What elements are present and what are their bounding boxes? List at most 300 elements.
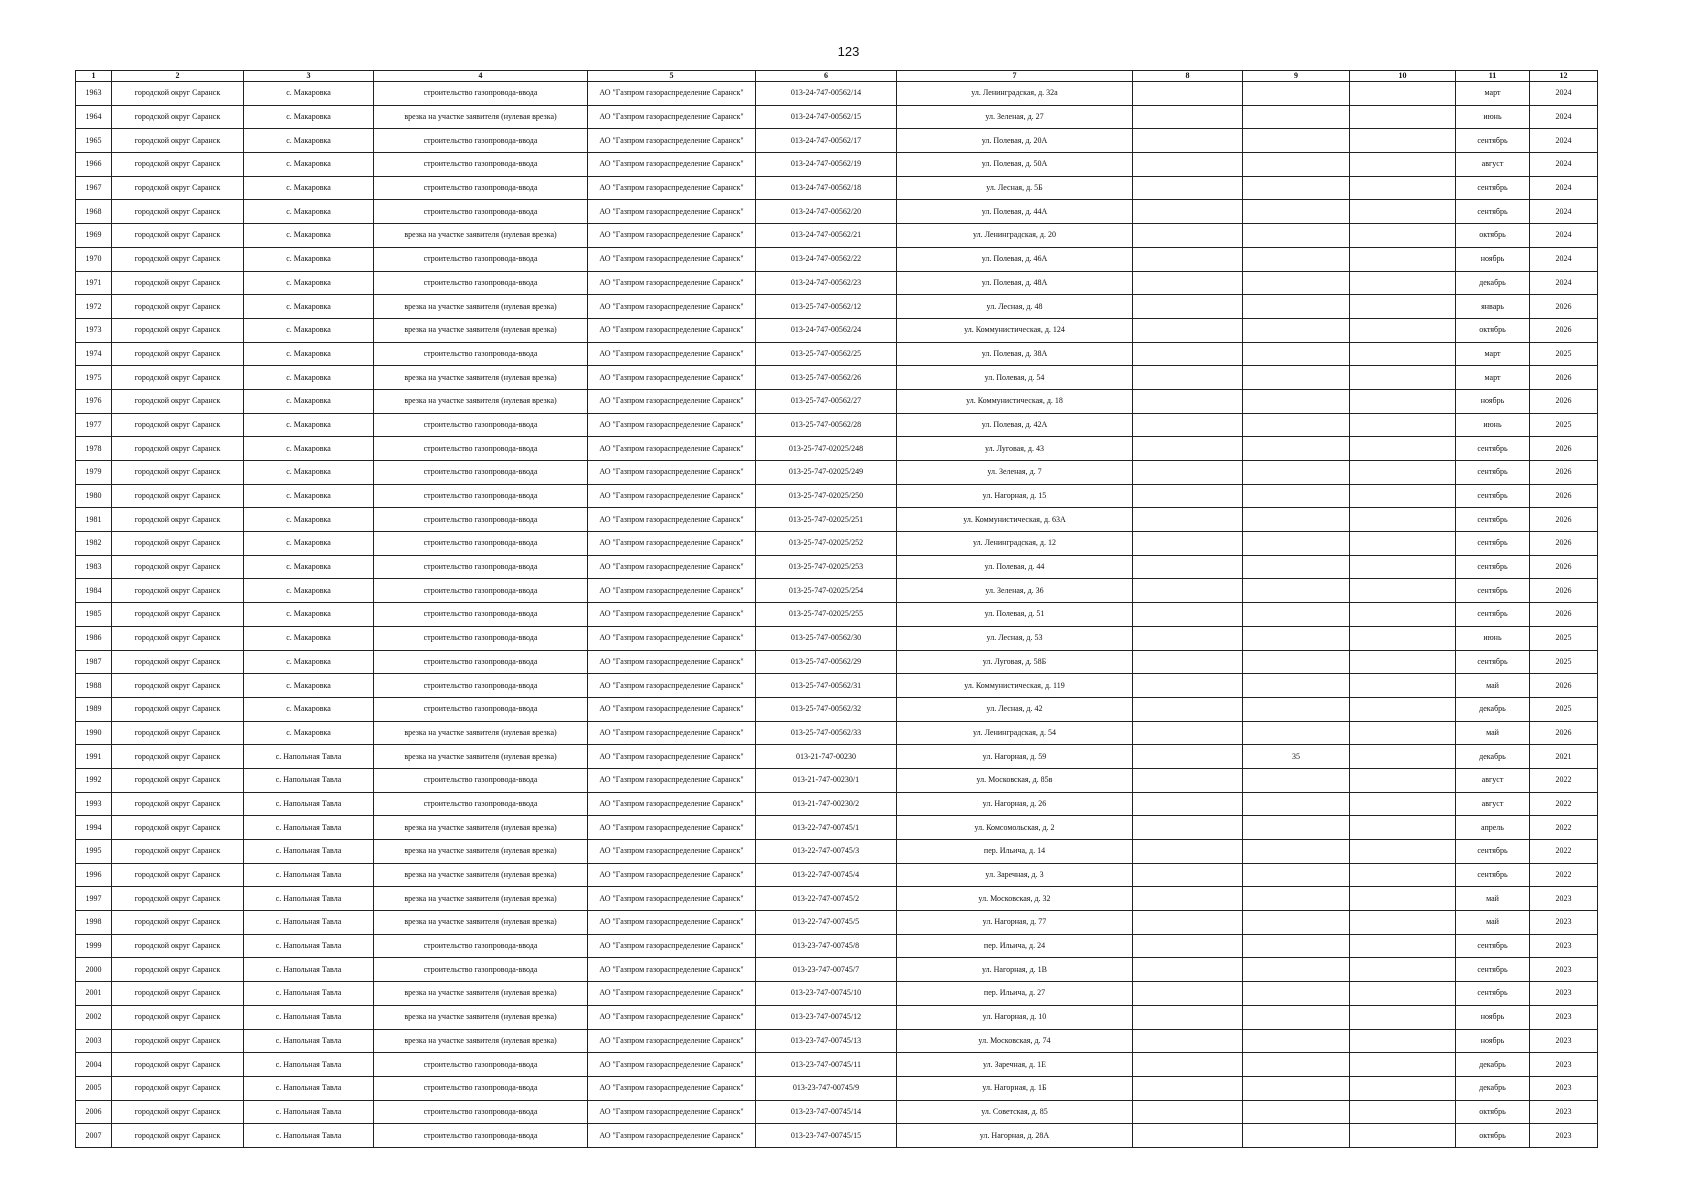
- table-cell-col-11: сентябрь: [1456, 176, 1530, 200]
- table-cell-col-1: 1999: [76, 934, 112, 958]
- table-cell-col-12: 2023: [1530, 1124, 1598, 1148]
- table-cell-col-9: [1243, 1100, 1350, 1124]
- table-cell-col-8: [1133, 484, 1243, 508]
- table-cell-col-3: с. Макаровка: [244, 626, 374, 650]
- table-cell-col-1: 1975: [76, 366, 112, 390]
- table-cell-col-7: ул. Нагорная, д. 15: [897, 484, 1133, 508]
- table-cell-col-10: [1350, 129, 1456, 153]
- table-row: [76, 1005, 1598, 1029]
- table-cell-col-8: [1133, 461, 1243, 485]
- table-cell-col-6: 013-23-747-00745/7: [756, 958, 897, 982]
- table-cell-col-4: врезка на участке заявителя (нулевая врезка): [374, 1005, 588, 1029]
- table-cell-col-12: 2026: [1530, 461, 1598, 485]
- table-cell-col-7: пер. Ильича, д. 27: [897, 982, 1133, 1006]
- table-row: [76, 176, 1598, 200]
- table-row: [76, 1029, 1598, 1053]
- table-row: [76, 508, 1598, 532]
- table-cell-col-8: [1133, 247, 1243, 271]
- table-cell-col-1: 1996: [76, 863, 112, 887]
- table-cell-col-7: ул. Зеленая, д. 36: [897, 579, 1133, 603]
- table-cell-col-3: с. Напольная Тавла: [244, 934, 374, 958]
- table-cell-col-3: с. Макаровка: [244, 176, 374, 200]
- table-cell-col-5: АО "Газпром газораспределение Саранск": [588, 768, 756, 792]
- table-cell-col-4: строительство газопровода-ввода: [374, 768, 588, 792]
- table-cell-col-11: август: [1456, 792, 1530, 816]
- table-cell-col-1: 1968: [76, 200, 112, 224]
- table-cell-col-12: 2026: [1530, 389, 1598, 413]
- table-cell-col-12: 2023: [1530, 911, 1598, 935]
- table-row: [76, 674, 1598, 698]
- table-cell-col-10: [1350, 697, 1456, 721]
- table-cell-col-9: [1243, 911, 1350, 935]
- table-cell-col-6: 013-25-747-02025/254: [756, 579, 897, 603]
- table-cell-col-11: ноябрь: [1456, 247, 1530, 271]
- table-cell-col-11: март: [1456, 366, 1530, 390]
- table-cell-col-11: сентябрь: [1456, 934, 1530, 958]
- table-cell-col-12: 2026: [1530, 532, 1598, 556]
- table-cell-col-7: ул. Ленинградская, д. 32а: [897, 82, 1133, 106]
- table-cell-col-8: [1133, 697, 1243, 721]
- table-cell-col-2: городской округ Саранск: [112, 555, 244, 579]
- table-cell-col-10: [1350, 342, 1456, 366]
- table-cell-col-5: АО "Газпром газораспределение Саранск": [588, 508, 756, 532]
- table-cell-col-1: 1984: [76, 579, 112, 603]
- table-cell-col-10: [1350, 555, 1456, 579]
- table-cell-col-7: ул. Комсомольская, д. 2: [897, 816, 1133, 840]
- table-cell-col-2: городской округ Саранск: [112, 745, 244, 769]
- table-cell-col-6: 013-24-747-00562/22: [756, 247, 897, 271]
- table-cell-col-1: 1991: [76, 745, 112, 769]
- table-cell-col-11: июнь: [1456, 626, 1530, 650]
- table-cell-col-4: врезка на участке заявителя (нулевая врезка): [374, 816, 588, 840]
- table-cell-col-11: октябрь: [1456, 318, 1530, 342]
- table-row: [76, 295, 1598, 319]
- table-cell-col-12: 2026: [1530, 721, 1598, 745]
- table-cell-col-10: [1350, 82, 1456, 106]
- table-cell-col-9: [1243, 271, 1350, 295]
- table-cell-col-10: [1350, 674, 1456, 698]
- table-cell-col-10: [1350, 318, 1456, 342]
- table-cell-col-10: [1350, 745, 1456, 769]
- table-cell-col-8: [1133, 342, 1243, 366]
- table-cell-col-10: [1350, 840, 1456, 864]
- table-cell-col-7: ул. Полевая, д. 50А: [897, 153, 1133, 177]
- table-cell-col-4: строительство газопровода-ввода: [374, 1100, 588, 1124]
- table-cell-col-6: 013-25-747-00562/28: [756, 413, 897, 437]
- table-cell-col-9: [1243, 792, 1350, 816]
- table-row: [76, 153, 1598, 177]
- table-cell-col-3: с. Макаровка: [244, 82, 374, 106]
- table-cell-col-1: 1989: [76, 697, 112, 721]
- table-cell-col-1: 2003: [76, 1029, 112, 1053]
- table-cell-col-12: 2025: [1530, 697, 1598, 721]
- table-cell-col-7: ул. Коммунистическая, д. 63А: [897, 508, 1133, 532]
- table-cell-col-10: [1350, 247, 1456, 271]
- table-cell-col-2: городской округ Саранск: [112, 153, 244, 177]
- table-cell-col-9: [1243, 555, 1350, 579]
- table-cell-col-3: с. Напольная Тавла: [244, 1100, 374, 1124]
- table-cell-col-7: ул. Луговая, д. 43: [897, 437, 1133, 461]
- table-row: [76, 224, 1598, 248]
- table-cell-col-3: с. Макаровка: [244, 342, 374, 366]
- table-cell-col-5: АО "Газпром газораспределение Саранск": [588, 982, 756, 1006]
- table-cell-col-11: сентябрь: [1456, 603, 1530, 627]
- table-cell-col-11: январь: [1456, 295, 1530, 319]
- header-row: [76, 71, 1598, 82]
- table-cell-col-7: ул. Лесная, д. 53: [897, 626, 1133, 650]
- table-cell-col-12: 2023: [1530, 958, 1598, 982]
- table-cell-col-1: 1993: [76, 792, 112, 816]
- table-cell-col-12: 2025: [1530, 342, 1598, 366]
- table-cell-col-3: с. Напольная Тавла: [244, 1029, 374, 1053]
- table-row: [76, 911, 1598, 935]
- table-cell-col-12: 2026: [1530, 437, 1598, 461]
- table-cell-col-5: АО "Газпром газораспределение Саранск": [588, 697, 756, 721]
- table-cell-col-1: 1980: [76, 484, 112, 508]
- table-cell-col-11: ноябрь: [1456, 1029, 1530, 1053]
- table-cell-col-3: с. Макаровка: [244, 413, 374, 437]
- table-cell-col-1: 1987: [76, 650, 112, 674]
- table-cell-col-12: 2025: [1530, 413, 1598, 437]
- table-cell-col-2: городской округ Саранск: [112, 1100, 244, 1124]
- table-cell-col-9: [1243, 1005, 1350, 1029]
- table-cell-col-1: 2005: [76, 1076, 112, 1100]
- table-cell-col-6: 013-25-747-00562/27: [756, 389, 897, 413]
- table-cell-col-5: АО "Газпром газораспределение Саранск": [588, 129, 756, 153]
- table-cell-col-6: 013-25-747-00562/30: [756, 626, 897, 650]
- table-cell-col-4: строительство газопровода-ввода: [374, 413, 588, 437]
- table-cell-col-6: 013-25-747-00562/25: [756, 342, 897, 366]
- table-cell-col-3: с. Макаровка: [244, 389, 374, 413]
- table-cell-col-4: строительство газопровода-ввода: [374, 176, 588, 200]
- table-cell-col-8: [1133, 721, 1243, 745]
- table-row: [76, 342, 1598, 366]
- table-cell-col-2: городской округ Саранск: [112, 366, 244, 390]
- table-cell-col-9: [1243, 153, 1350, 177]
- table-cell-col-8: [1133, 863, 1243, 887]
- table-cell-col-1: 1982: [76, 532, 112, 556]
- table-row: [76, 318, 1598, 342]
- table-cell-col-9: [1243, 697, 1350, 721]
- table-cell-col-9: [1243, 674, 1350, 698]
- table-cell-col-12: 2026: [1530, 603, 1598, 627]
- table-cell-col-5: АО "Газпром газораспределение Саранск": [588, 153, 756, 177]
- table-cell-col-7: ул. Заречная, д. 1Е: [897, 1053, 1133, 1077]
- table-cell-col-7: ул. Луговая, д. 58Б: [897, 650, 1133, 674]
- table-cell-col-2: городской округ Саранск: [112, 295, 244, 319]
- table-cell-col-12: 2022: [1530, 863, 1598, 887]
- table-row: [76, 982, 1598, 1006]
- table-cell-col-12: 2022: [1530, 792, 1598, 816]
- table-cell-col-11: сентябрь: [1456, 508, 1530, 532]
- table-cell-col-8: [1133, 745, 1243, 769]
- table-cell-col-5: АО "Газпром газораспределение Саранск": [588, 887, 756, 911]
- table-cell-col-1: 2002: [76, 1005, 112, 1029]
- table-cell-col-4: строительство газопровода-ввода: [374, 82, 588, 106]
- table-cell-col-6: 013-23-747-00745/12: [756, 1005, 897, 1029]
- table-cell-col-3: с. Напольная Тавла: [244, 840, 374, 864]
- table-cell-col-1: 1967: [76, 176, 112, 200]
- table-cell-col-6: 013-25-747-02025/250: [756, 484, 897, 508]
- table-cell-col-4: врезка на участке заявителя (нулевая врезка): [374, 982, 588, 1006]
- table-cell-col-11: март: [1456, 82, 1530, 106]
- table-cell-col-7: ул. Лесная, д. 42: [897, 697, 1133, 721]
- table-cell-col-5: АО "Газпром газораспределение Саранск": [588, 958, 756, 982]
- table-cell-col-2: городской округ Саранск: [112, 721, 244, 745]
- table-cell-col-12: 2023: [1530, 1005, 1598, 1029]
- table-cell-col-7: ул. Нагорная, д. 28А: [897, 1124, 1133, 1148]
- table-cell-col-5: АО "Газпром газораспределение Саранск": [588, 247, 756, 271]
- table-cell-col-5: АО "Газпром газораспределение Саранск": [588, 603, 756, 627]
- table-cell-col-12: 2024: [1530, 82, 1598, 106]
- table-cell-col-12: 2026: [1530, 295, 1598, 319]
- table-cell-col-6: 013-24-747-00562/24: [756, 318, 897, 342]
- column-header-3: 3: [244, 71, 374, 82]
- table-cell-col-7: ул. Ленинградская, д. 20: [897, 224, 1133, 248]
- table-cell-col-6: 013-23-747-00745/11: [756, 1053, 897, 1077]
- table-cell-col-12: 2024: [1530, 271, 1598, 295]
- table-cell-col-1: 1995: [76, 840, 112, 864]
- table-row: [76, 721, 1598, 745]
- table-cell-col-8: [1133, 508, 1243, 532]
- table-cell-col-7: ул. Нагорная, д. 77: [897, 911, 1133, 935]
- table-cell-col-5: АО "Газпром газораспределение Саранск": [588, 271, 756, 295]
- table-cell-col-8: [1133, 366, 1243, 390]
- table-cell-col-3: с. Макаровка: [244, 318, 374, 342]
- column-header-10: 10: [1350, 71, 1456, 82]
- table-cell-col-6: 013-25-747-00562/32: [756, 697, 897, 721]
- table-cell-col-10: [1350, 816, 1456, 840]
- column-header-4: 4: [374, 71, 588, 82]
- table-cell-col-6: 013-25-747-00562/33: [756, 721, 897, 745]
- table-cell-col-5: АО "Газпром газораспределение Саранск": [588, 626, 756, 650]
- table-cell-col-9: [1243, 603, 1350, 627]
- table-cell-col-5: АО "Газпром газораспределение Саранск": [588, 650, 756, 674]
- table-cell-col-6: 013-21-747-00230: [756, 745, 897, 769]
- table-cell-col-2: городской округ Саранск: [112, 484, 244, 508]
- table-cell-col-11: декабрь: [1456, 697, 1530, 721]
- table-row: [76, 792, 1598, 816]
- table-cell-col-6: 013-25-747-00562/31: [756, 674, 897, 698]
- table-cell-col-1: 1983: [76, 555, 112, 579]
- table-cell-col-2: городской округ Саранск: [112, 674, 244, 698]
- table-cell-col-12: 2023: [1530, 1029, 1598, 1053]
- table-cell-col-12: 2024: [1530, 153, 1598, 177]
- table-cell-col-4: врезка на участке заявителя (нулевая врезка): [374, 721, 588, 745]
- table-cell-col-1: 1976: [76, 389, 112, 413]
- table-cell-col-6: 013-25-747-00562/26: [756, 366, 897, 390]
- table-cell-col-10: [1350, 389, 1456, 413]
- table-cell-col-5: АО "Газпром газораспределение Саранск": [588, 484, 756, 508]
- table-cell-col-2: городской округ Саранск: [112, 413, 244, 437]
- table-cell-col-4: строительство газопровода-ввода: [374, 342, 588, 366]
- table-cell-col-3: с. Макаровка: [244, 555, 374, 579]
- table-cell-col-3: с. Макаровка: [244, 247, 374, 271]
- table-row: [76, 105, 1598, 129]
- table-cell-col-10: [1350, 224, 1456, 248]
- table-cell-col-2: городской округ Саранск: [112, 176, 244, 200]
- table-cell-col-9: [1243, 840, 1350, 864]
- table-cell-col-2: городской округ Саранск: [112, 1005, 244, 1029]
- table-cell-col-4: строительство газопровода-ввода: [374, 1124, 588, 1148]
- table-cell-col-5: АО "Газпром газораспределение Саранск": [588, 745, 756, 769]
- table-cell-col-1: 1974: [76, 342, 112, 366]
- table-cell-col-4: врезка на участке заявителя (нулевая врезка): [374, 887, 588, 911]
- table-cell-col-8: [1133, 579, 1243, 603]
- table-cell-col-10: [1350, 934, 1456, 958]
- table-row: [76, 1053, 1598, 1077]
- table-cell-col-1: 1994: [76, 816, 112, 840]
- table-cell-col-6: 013-23-747-00745/15: [756, 1124, 897, 1148]
- table-cell-col-6: 013-25-747-02025/252: [756, 532, 897, 556]
- column-header-6: 6: [756, 71, 897, 82]
- table-cell-col-7: ул. Московская, д. 85в: [897, 768, 1133, 792]
- table-cell-col-10: [1350, 650, 1456, 674]
- table-cell-col-7: ул. Полевая, д. 20А: [897, 129, 1133, 153]
- table-cell-col-7: ул. Московская, д. 32: [897, 887, 1133, 911]
- table-cell-col-9: [1243, 318, 1350, 342]
- table-cell-col-9: [1243, 484, 1350, 508]
- table-cell-col-4: строительство газопровода-ввода: [374, 247, 588, 271]
- table-cell-col-9: [1243, 413, 1350, 437]
- table-cell-col-2: городской округ Саранск: [112, 934, 244, 958]
- table-cell-col-12: 2023: [1530, 1053, 1598, 1077]
- table-cell-col-12: 2024: [1530, 247, 1598, 271]
- table-cell-col-8: [1133, 318, 1243, 342]
- table-cell-col-9: [1243, 200, 1350, 224]
- table-cell-col-6: 013-24-747-00562/15: [756, 105, 897, 129]
- table-cell-col-3: с. Макаровка: [244, 697, 374, 721]
- table-cell-col-9: [1243, 82, 1350, 106]
- table-cell-col-2: городской округ Саранск: [112, 768, 244, 792]
- table-cell-col-1: 1981: [76, 508, 112, 532]
- table-header: [76, 71, 1598, 82]
- table-cell-col-6: 013-23-747-00745/10: [756, 982, 897, 1006]
- table-cell-col-9: [1243, 650, 1350, 674]
- table-cell-col-5: АО "Газпром газораспределение Саранск": [588, 579, 756, 603]
- table-cell-col-6: 013-24-747-00562/20: [756, 200, 897, 224]
- table-cell-col-3: с. Макаровка: [244, 721, 374, 745]
- table-cell-col-11: декабрь: [1456, 271, 1530, 295]
- table-cell-col-10: [1350, 721, 1456, 745]
- table-cell-col-11: октябрь: [1456, 224, 1530, 248]
- table-cell-col-5: АО "Газпром газораспределение Саранск": [588, 555, 756, 579]
- table-row: [76, 366, 1598, 390]
- table-cell-col-6: 013-22-747-00745/5: [756, 911, 897, 935]
- table-cell-col-2: городской округ Саранск: [112, 1029, 244, 1053]
- table-cell-col-10: [1350, 792, 1456, 816]
- table-cell-col-7: ул. Советская, д. 85: [897, 1100, 1133, 1124]
- table-cell-col-8: [1133, 224, 1243, 248]
- table-cell-col-10: [1350, 437, 1456, 461]
- table-cell-col-5: АО "Газпром газораспределение Саранск": [588, 176, 756, 200]
- table-cell-col-12: 2024: [1530, 129, 1598, 153]
- table-cell-col-3: с. Макаровка: [244, 650, 374, 674]
- table-cell-col-7: ул. Зеленая, д. 7: [897, 461, 1133, 485]
- table-cell-col-4: строительство газопровода-ввода: [374, 579, 588, 603]
- table-cell-col-2: городской округ Саранск: [112, 437, 244, 461]
- table-cell-col-2: городской округ Саранск: [112, 958, 244, 982]
- table-cell-col-6: 013-24-747-00562/17: [756, 129, 897, 153]
- table-cell-col-9: [1243, 887, 1350, 911]
- table-cell-col-12: 2023: [1530, 982, 1598, 1006]
- table-cell-col-1: 1998: [76, 911, 112, 935]
- table-cell-col-11: июнь: [1456, 105, 1530, 129]
- table-cell-col-10: [1350, 508, 1456, 532]
- table-cell-col-5: АО "Газпром газораспределение Саранск": [588, 461, 756, 485]
- table-cell-col-12: 2025: [1530, 626, 1598, 650]
- table-cell-col-10: [1350, 484, 1456, 508]
- table-cell-col-5: АО "Газпром газораспределение Саранск": [588, 413, 756, 437]
- table-cell-col-4: строительство газопровода-ввода: [374, 1053, 588, 1077]
- table-cell-col-5: АО "Газпром газораспределение Саранск": [588, 816, 756, 840]
- table-cell-col-2: городской округ Саранск: [112, 1076, 244, 1100]
- table-cell-col-8: [1133, 911, 1243, 935]
- table-cell-col-7: ул. Нагорная, д. 1В: [897, 958, 1133, 982]
- table-cell-col-11: сентябрь: [1456, 840, 1530, 864]
- table-cell-col-8: [1133, 1100, 1243, 1124]
- table-cell-col-7: ул. Московская, д. 74: [897, 1029, 1133, 1053]
- table-cell-col-4: строительство газопровода-ввода: [374, 603, 588, 627]
- table-cell-col-3: с. Макаровка: [244, 153, 374, 177]
- table-cell-col-8: [1133, 887, 1243, 911]
- table-row: [76, 247, 1598, 271]
- table-cell-col-8: [1133, 768, 1243, 792]
- table-cell-col-5: АО "Газпром газораспределение Саранск": [588, 200, 756, 224]
- table-row: [76, 1076, 1598, 1100]
- table-cell-col-6: 013-25-747-00562/12: [756, 295, 897, 319]
- table-cell-col-8: [1133, 176, 1243, 200]
- table-cell-col-12: 2023: [1530, 1076, 1598, 1100]
- table-cell-col-7: ул. Полевая, д. 54: [897, 366, 1133, 390]
- table-cell-col-2: городской округ Саранск: [112, 911, 244, 935]
- table-cell-col-12: 2025: [1530, 650, 1598, 674]
- table-cell-col-2: городской округ Саранск: [112, 532, 244, 556]
- table-cell-col-8: [1133, 389, 1243, 413]
- table-cell-col-7: ул. Зеленая, д. 27: [897, 105, 1133, 129]
- table-cell-col-2: городской округ Саранск: [112, 1053, 244, 1077]
- table-cell-col-2: городской округ Саранск: [112, 389, 244, 413]
- table-cell-col-7: ул. Коммунистическая, д. 18: [897, 389, 1133, 413]
- table-cell-col-10: [1350, 1124, 1456, 1148]
- table-cell-col-8: [1133, 816, 1243, 840]
- table-cell-col-3: с. Макаровка: [244, 224, 374, 248]
- table-cell-col-8: [1133, 200, 1243, 224]
- table-cell-col-5: АО "Газпром газораспределение Саранск": [588, 1076, 756, 1100]
- table-cell-col-3: с. Напольная Тавла: [244, 958, 374, 982]
- column-header-7: 7: [897, 71, 1133, 82]
- table-cell-col-3: с. Макаровка: [244, 461, 374, 485]
- table-cell-col-7: ул. Ленинградская, д. 54: [897, 721, 1133, 745]
- table-cell-col-1: 1971: [76, 271, 112, 295]
- table-cell-col-9: [1243, 816, 1350, 840]
- table-cell-col-8: [1133, 129, 1243, 153]
- table-cell-col-10: [1350, 200, 1456, 224]
- table-cell-col-7: ул. Нагорная, д. 26: [897, 792, 1133, 816]
- table-cell-col-3: с. Макаровка: [244, 508, 374, 532]
- table-cell-col-6: 013-23-747-00745/14: [756, 1100, 897, 1124]
- table-cell-col-2: городской округ Саранск: [112, 508, 244, 532]
- table-row: [76, 413, 1598, 437]
- table-cell-col-4: строительство газопровода-ввода: [374, 484, 588, 508]
- table-cell-col-1: 1988: [76, 674, 112, 698]
- table-cell-col-2: городской округ Саранск: [112, 342, 244, 366]
- table-cell-col-11: май: [1456, 721, 1530, 745]
- table-cell-col-5: АО "Газпром газораспределение Саранск": [588, 1053, 756, 1077]
- table-cell-col-11: сентябрь: [1456, 982, 1530, 1006]
- table-cell-col-1: 1963: [76, 82, 112, 106]
- table-cell-col-2: городской округ Саранск: [112, 129, 244, 153]
